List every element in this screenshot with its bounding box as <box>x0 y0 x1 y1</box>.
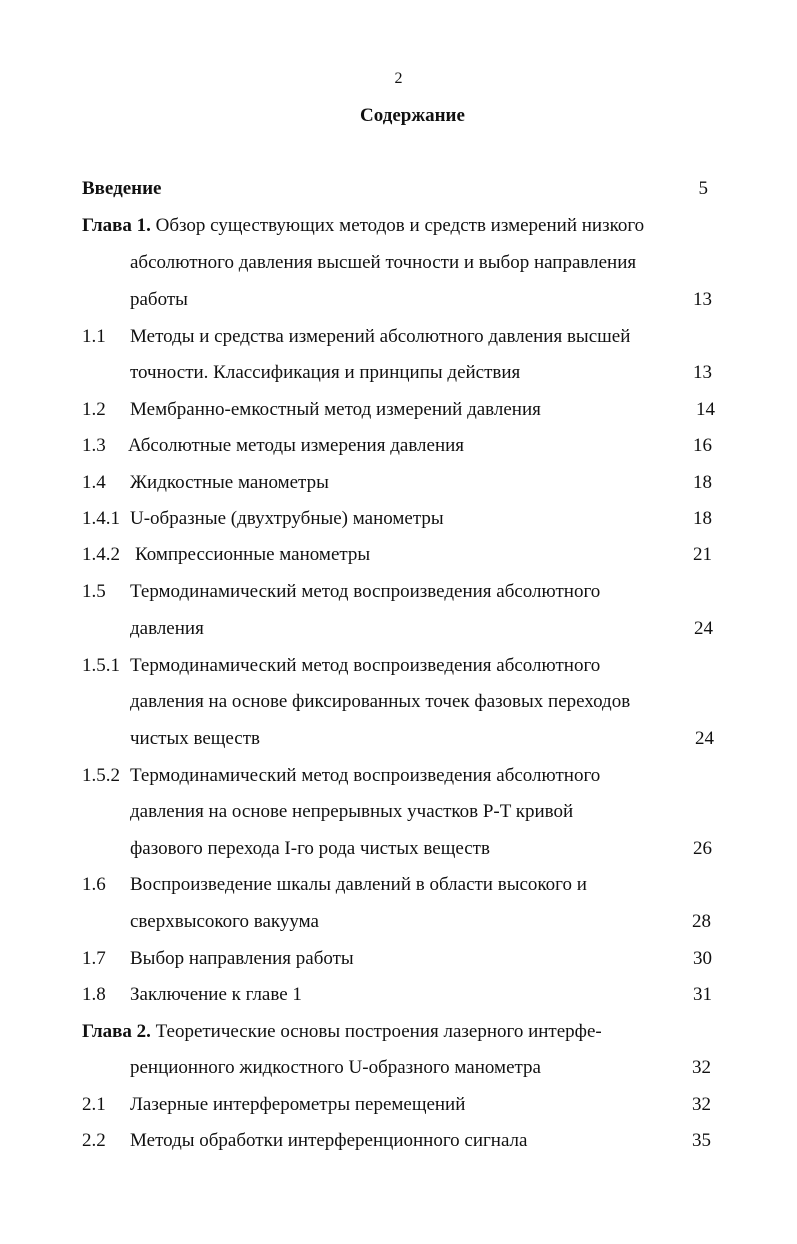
toc-number: 1.5.1 <box>82 655 120 676</box>
toc-text-line: Теоретические основы построения лазерного интерфе- <box>155 1021 602 1042</box>
toc-text-line: фазового перехода I-го рода чистых веществ <box>130 838 490 859</box>
toc-page-number: 13 <box>693 362 712 383</box>
toc-page-number: 18 <box>693 508 712 529</box>
toc-number: 1.7 <box>82 948 106 969</box>
toc-text-line: ренционного жидкостного U-образного манометра <box>130 1057 541 1078</box>
toc-label: Введение <box>82 178 162 199</box>
toc-page-number: 21 <box>693 544 712 565</box>
toc-text-line: давления <box>130 618 204 639</box>
toc-text-line: Мембранно-емкостный метод измерений давления <box>130 399 541 420</box>
toc-page-number: 18 <box>693 472 712 493</box>
toc-text-line: сверхвысокого вакуума <box>130 911 319 932</box>
toc-text-line: Методы обработки интерференционного сигнала <box>130 1130 528 1151</box>
toc-page-number: 32 <box>692 1057 711 1078</box>
toc-text-line: Заключение к главе 1 <box>130 984 302 1005</box>
toc-text-line: Выбор направления работы <box>130 948 354 969</box>
toc-number: 1.4.1 <box>82 508 120 529</box>
toc-number: 1.8 <box>82 984 106 1005</box>
toc-page-number: 5 <box>698 178 708 199</box>
toc-text-line: абсолютного давления высшей точности и выбор направления <box>130 252 637 273</box>
toc-text-line: Методы и средства измерений абсолютного давления высшей <box>130 326 631 347</box>
page-title: Содержание <box>360 105 465 126</box>
toc-text-line: Обзор существующих методов и средств измерений низкого <box>155 215 645 236</box>
toc-page-number: 24 <box>695 728 714 749</box>
toc-number: 1.6 <box>82 874 106 895</box>
toc-page-number: 32 <box>692 1094 711 1115</box>
toc-text-line: U-образные (двухтрубные) манометры <box>130 508 444 529</box>
toc-page-number: 24 <box>694 618 713 639</box>
toc-text-line: Абсолютные методы измерения давления <box>128 435 465 456</box>
toc-number: 1.4 <box>82 472 106 493</box>
toc-page-number: 28 <box>692 911 711 932</box>
toc-number: 2.2 <box>82 1130 106 1151</box>
toc-label: Глава 2. <box>82 1021 151 1042</box>
toc-text-line: Жидкостные манометры <box>130 472 329 493</box>
toc-text-line: точности. Классификация и принципы действия <box>130 362 521 383</box>
toc-text-line: давления на основе фиксированных точек фазовых переходов <box>130 691 631 712</box>
toc-text-line: Термодинамический метод воспроизведения абсолютного <box>130 765 601 786</box>
toc-number: 1.5.2 <box>82 765 120 786</box>
toc-page-number: 31 <box>693 984 712 1005</box>
page-number: 2 <box>394 70 403 87</box>
toc-number: 1.1 <box>82 326 106 347</box>
toc-page-number: 35 <box>692 1130 711 1151</box>
toc-number: 1.2 <box>82 399 106 420</box>
toc-text-line: Компрессионные манометры <box>135 544 371 565</box>
toc-page-number: 13 <box>693 289 712 310</box>
toc-text-line: давления на основе непрерывных участков P-T кривой <box>130 801 574 822</box>
toc-text-line: Воспроизведение шкалы давлений в области высокого и <box>130 874 587 895</box>
toc-page-number: 16 <box>693 435 712 456</box>
toc-number: 1.5 <box>82 581 106 602</box>
toc-number: 1.4.2 <box>82 544 120 565</box>
toc-text-line: Термодинамический метод воспроизведения абсолютного <box>130 581 601 602</box>
toc-number: 1.3 <box>82 435 106 456</box>
toc-page-number: 26 <box>693 838 712 859</box>
toc-number: 2.1 <box>82 1094 106 1115</box>
toc-page-number: 14 <box>696 399 715 420</box>
toc-text-line: Лазерные интерферометры перемещений <box>130 1094 466 1115</box>
toc-text-line: работы <box>130 289 188 310</box>
toc-page-number: 30 <box>693 948 712 969</box>
toc-text-line: чистых веществ <box>130 728 261 749</box>
toc-label: Глава 1. <box>82 215 151 236</box>
toc-text-line: Термодинамический метод воспроизведения абсолютного <box>130 655 601 676</box>
